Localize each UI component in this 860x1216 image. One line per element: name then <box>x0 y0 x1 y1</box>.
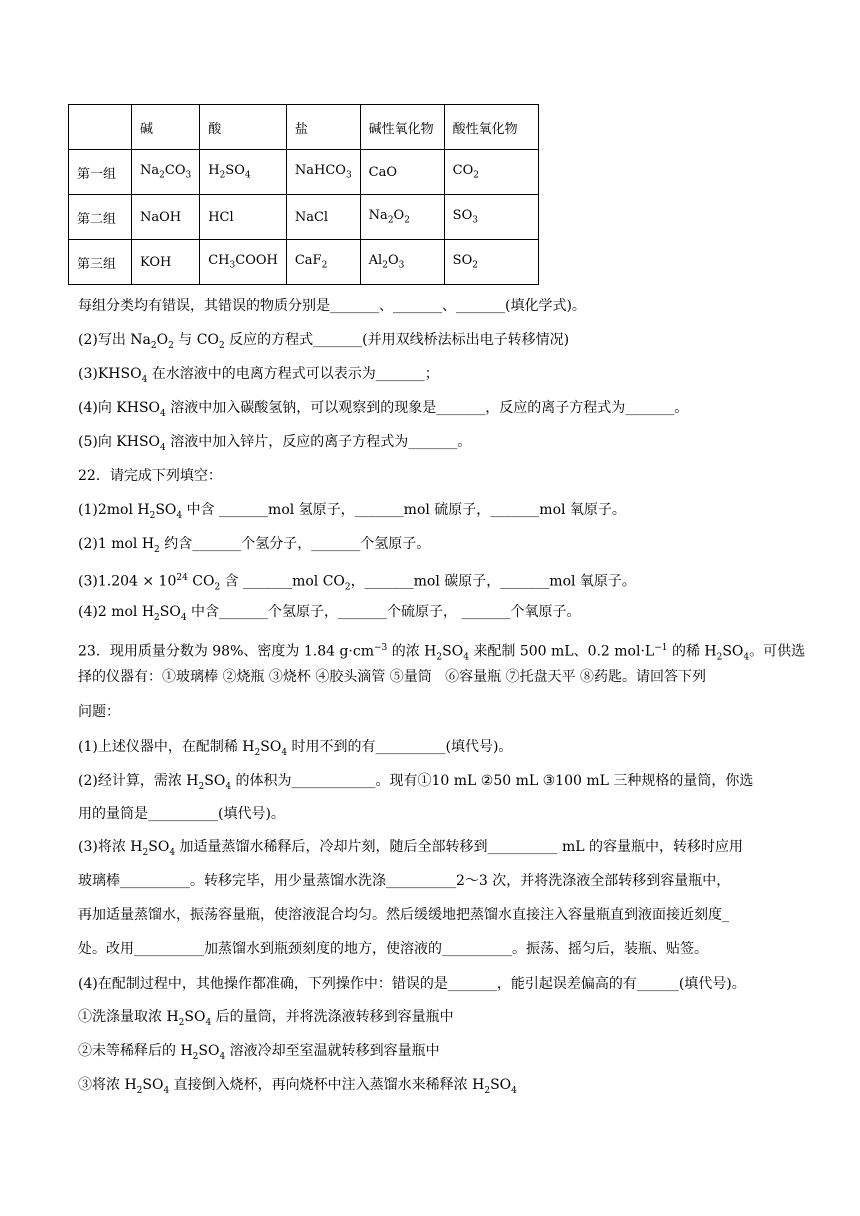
q22-3-line: $(3)1.204 \times 10^{24}$ $CO_2$ 含 _______mol $CO_2$，_______mol 碳原子，_______mol 氧原子。 <box>78 573 636 593</box>
q22-4-line: (4)2 mol $H_2SO_4$ 中含_______个氢原子，_______个硫原子， _______个氧原子。 <box>78 604 581 623</box>
q23-stem-line-2: 择的仪器有：①玻璃棒 ②烧瓶 ③烧杯 ④胶头滴管 ⑤量筒 ⑥容量瓶 ⑦托盘天平 ⑧药匙。请回答下列 <box>78 669 707 685</box>
q22-1-line: (1)2mol $H_2SO_4$ 中含 _______mol 氢原子，_______mol 硫原子，_______mol 氧原子。 <box>78 502 626 521</box>
table-cell: NaCl <box>286 195 360 240</box>
table-cell: 第一组 <box>69 150 132 195</box>
table-cell: $CH_3COOH$ <box>200 240 287 285</box>
q23-4-option-1: ①洗涤量取浓 $H_2SO_4$ 后的量筒，并将洗涤液转移到容量瓶中 <box>78 1009 454 1028</box>
classification-table <box>68 104 539 285</box>
table-header-cell: 酸 <box>200 105 287 150</box>
q23-4-option-2: ②未等稀释后的 $H_2SO_4$ 溶液冷却至室温就转移到容量瓶中 <box>78 1043 440 1062</box>
q23-stem-line-3: 问题： <box>78 704 120 720</box>
table-cell: NaHCO$_3$ <box>286 150 360 195</box>
table-row <box>69 150 539 195</box>
q23-4-option-3: ③将浓 $H_2SO_4$ 直接倒入烧杯，再向烧杯中注入蒸馏水来稀释浓 $H_2SO_4$ <box>78 1077 517 1096</box>
table-row <box>69 195 539 240</box>
q23-2-line-2: 用的量筒是__________(填代号)。 <box>78 806 285 822</box>
table-cell: $SO_3$ <box>444 195 538 240</box>
q22-title: 22．请完成下列填空： <box>78 468 222 484</box>
table-cell: NaOH <box>132 195 200 240</box>
q23-3-line-2: 玻璃棒__________。转移完毕，用少量蒸馏水洗涤__________2～3 次，并将洗涤液全部转移到容量瓶中， <box>78 873 731 889</box>
table-cell: HCl <box>200 195 287 240</box>
q21-2-line: (2)写出 $Na_2O_2$ 与 $CO_2$ 反应的方程式_______(并用双线桥法标出电子转移情况) <box>78 332 570 351</box>
table-cell: $SO_2$ <box>444 240 538 285</box>
table-row <box>69 240 539 285</box>
q21-4-line: (4)向 $KHSO_4$ 溶液中加入碳酸氢钠，可以观察到的现象是_______，反应的离子方程式为_______。 <box>78 400 689 419</box>
q23-3-line-1: (3)将浓 $H_2SO_4$ 加适量蒸馏水稀释后，冷却片刻，随后全部转移到__________ mL 的容量瓶中，转移时应用 <box>78 839 743 858</box>
table-header-cell: 盐 <box>286 105 360 150</box>
q23-2-line-1: (2)经计算，需浓 $H_2SO_4$ 的体积为____________。现有①10 mL ②50 mL ③100 mL 三种规格的量筒，你选 <box>78 773 754 792</box>
q23-3-line-4: 处。改用__________加蒸馏水到瓶颈刻度的地方，使溶液的__________。振荡、摇匀后，装瓶、贴签。 <box>78 941 708 957</box>
table-cell: $Al_2O_3$ <box>360 240 444 285</box>
q21-1-line: 每组分类均有错误，其错误的物质分别是_______、_______、_______(填化学式)。 <box>78 298 586 314</box>
table-cell: $Na_2CO_3$ <box>132 150 200 195</box>
q21-3-line: $(3)KHSO_4$ 在水溶液中的电离方程式可以表示为_______； <box>78 366 439 385</box>
table-cell: CaF$_2$ <box>286 240 360 285</box>
q23-stem-line-1: 23．现用质量分数为 98%、密度为 1.84 $g\cdot cm^{-3}$ 的浓 $H_2SO_4$ 来配制 500 mL、0.2 $mol\cdot L^{-1}$ 的稀 $H_2SO_4$。可供选 <box>78 643 806 663</box>
q22-2-line: (2)1 mol $H_2$ 约含_______个氢分子，_______个氢原子。 <box>78 536 431 555</box>
table-header-cell: 碱性氧化物 <box>360 105 444 150</box>
table-cell: 第三组 <box>69 240 132 285</box>
table-cell <box>69 105 132 150</box>
table-cell: $H_2SO_4$ <box>200 150 287 195</box>
table-cell: KOH <box>132 240 200 285</box>
q23-3-line-3: 再加适量蒸馏水，振荡容量瓶，使溶液混合均匀。然后缓缓地把蒸馏水直接注入容量瓶直到液面接近刻度_ <box>78 907 729 923</box>
table-header-cell: 碱 <box>132 105 200 150</box>
table-header-row <box>69 105 539 150</box>
table-cell: $Na_2O_2$ <box>360 195 444 240</box>
table-cell: $CO_2$ <box>444 150 538 195</box>
q21-5-line: (5)向 $KHSO_4$ 溶液中加入锌片，反应的离子方程式为_______。 <box>78 434 472 453</box>
table-cell: CaO <box>360 150 444 195</box>
q23-4-line: (4)在配制过程中，其他操作都准确，下列操作中：错误的是_______，能引起误差偏高的有______(填代号)。 <box>78 976 746 992</box>
table-header-cell: 酸性氧化物 <box>444 105 538 150</box>
table-cell: 第二组 <box>69 195 132 240</box>
q23-1-line: (1)上述仪器中，在配制稀 $H_2SO_4$ 时用不到的有__________(填代号)。 <box>78 739 513 758</box>
